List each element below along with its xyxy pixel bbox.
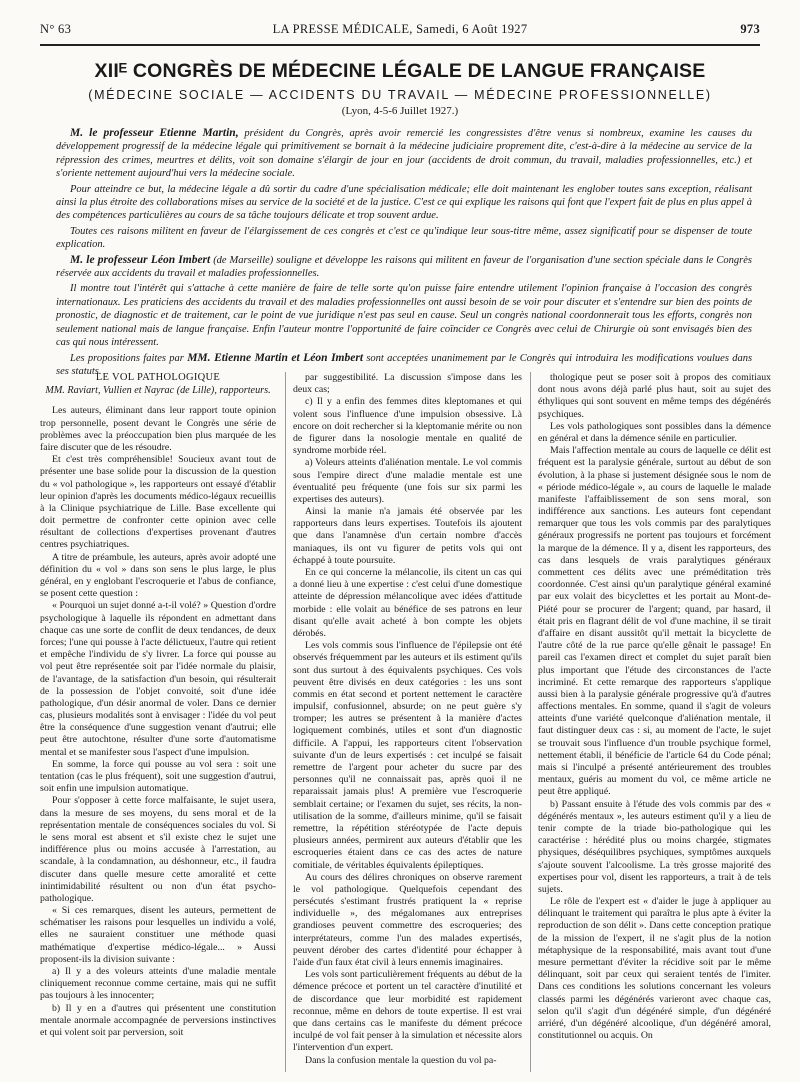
article-paragraph: b) Passant ensuite à l'étude des vols commis par des « dégénérés mentaux », les auteurs estiment qu'il y a lieu de tenir compte de la triade bio-pathologique qui les caractérise : hérédité plus ou moins chargée, stigmates physiques, déséquilibres psychiques, symptômes auxquels s'ajoute souvent l'alcoolisme. La très grosse majorité des expertises pour vol, disent les rapporteurs, a trait à de tels sujets. <box>538 798 771 895</box>
article-paragraph: Pour s'opposer à cette force malfaisante, le sujet usera, dans la mesure de ses moyens, du sens moral et de la représentation mentale de conséquences sociales du vol. Si le sens moral est absent et s'il existe chez le sujet une indifférence plus ou moins accusée à l'arrestation, au scandale, à la condamnation, au déshonneur, etc., il faudra discuter dans quelle mesure cette amoralité et cette inintimidabilité résultent ou non d'un état psycho-pathologique. <box>40 795 276 904</box>
header-rule <box>40 44 760 46</box>
speaker-names: MM. Etienne Martin et Léon Imbert <box>187 351 364 364</box>
article-paragraph: Au cours des délires chroniques on observe rarement le vol pathologique. Quelquefois cependant des persécutés s'estimant frustrés pratiquent la « reprise individuelle », des mégalomanes aux entreprises grandioses peuvent commettre des escroqueries; des interprétateurs, comme l'un des malades expertisés, peuvent dérober des cartes d'identité pour échapper à l'aide d'un faux état civil à leurs ennemis imaginaires. <box>293 871 522 968</box>
running-header <box>40 22 760 38</box>
issue-number: N° 63 <box>40 22 72 36</box>
article-paragraph: « Si ces remarques, disent les auteurs, permettent de schématiser les raisons pour lesquelles un individu a volé, elles ne sauraient constituer une méthode quasi mathématique d'expertise médico-légale... » Aussi proposent-ils la division suivante : <box>40 905 276 965</box>
article-paragraph: a) Il y a des voleurs atteints d'une maladie mentale cliniquement reconnue comme certaine, mais qui ne suffit pas toujours à les innocenter; <box>40 966 276 1002</box>
intro-paragraph: M. le professeur Etienne Martin, président du Congrès, après avoir remercié les congressistes d'être venus si nombreux, examine les causes du développement progressif de la médecine légale qui primitivement se bornait à la médecine judiciaire proprement dite, c'est-à-dire à la médecine au service de la répression des crimes, meurtres et délits, voit son domaine s'élargir de jour en jour (accidents de droit commun, du travail, maladies professionnelles, etc.) et s'oriente nettement aujourd'hui vers la médecine sociale. <box>56 127 753 180</box>
article-paragraph: Les auteurs, éliminant dans leur rapport toute opinion trop personnelle, posent devant le Congrès une série de problèmes avec la préoccupation bien plus marquée de les faire discuter que de les résoudre. <box>40 405 276 453</box>
column-2-body <box>293 372 522 1067</box>
article-paragraph: Les vols commis sous l'influence de l'épilepsie ont été observés fréquemment par les auteurs et ils estiment qu'ils sont dus surtout à des équivalents psychiques. Ces vols peuvent être divisés en deux catégories : les uns sont commis en état second et portent nettement le caractère impulsif, confusionnel, absurde; on ne peut guère s'y tromper; les autres se présentent à la manière d'actes logiquement combinés, utiles et sont d'un diagnostic difficile. A l'appui, les rapporteurs citent l'observation suivante d'un de leurs expertisés : cet inculpé se faisait remettre de l'argent pour acheter du sucre par des personnes qu'il ne connaissait pas, après quoi il ne reparaissait jamais plus! A première vue l'escroquerie semblait certaine; or l'examen du sujet, ses récits, la non-utilisation de la somme, d'ailleurs minime, qu'il se faisait remettre, la répétition stéréotypée de l'acte depuis plusieurs années, permirent aux auteurs d'établir que les escroqueries étaient dans ce cas des actes de nature comitiale, de véritables équivalents épileptiques. <box>293 640 522 871</box>
article-paragraph: Mais l'affection mentale au cours de laquelle ce délit est fréquent est la paralysie générale, surtout au début de son évolution, à la phase si justement désignée sous le nom de « période médico-légale », au cours de laquelle le malade manifeste l'affaiblissement de son sens moral, son indifférence aux sanctions. Les auteurs font cependant remarquer que tous les vols commis par des paralytiques généraux progressifs ne portent pas toujours et forcément la marque de la démence. Il y a, disent les rapporteurs, des cas dans lesquels de vrais paralytiques généraux commettent ces délits avec une préméditation très coordonnée. C'est ainsi qu'un paralytique général examiné par eux volait des bicyclettes et les portait au Mont-de-Piété pour se procurer de l'argent; quand, par hasard, il était pris en flagrant délit de vol d'une machine, il se tirait d'affaire en disant aussitôt qu'il mettait la bicyclette de l'autre côté de la rue parce qu'elle gênait le passage! En pareil cas l'examen direct et complet du sujet paraît bien plus important que l'étude des circonstances de l'acte incriminé. Et cette remarque des rapporteurs s'applique aussi bien à la paralysie générale progressive qu'à d'autres affections mentales. En somme, quand il s'agit de voleurs atteints d'une variété quelconque d'aliénation mentale, il faut distinguer deux cas : si, au moment de l'acte, le sujet se trouvait sous l'influence d'un trouble psychique formel, nettement établi, il bénéficie de l'article 64 du Code pénal; mais si l'inculpé a présenté antérieurement des troubles mentaux, guéris au moment du vol, ce même article ne peut être appliqué. <box>538 445 771 798</box>
congress-dateline: (Lyon, 4-5-6 Juillet 1927.) <box>341 105 459 117</box>
intro-paragraph: Il montre tout l'intérêt qui s'attache à cette manière de faire de telle sorte qu'on puisse faire entendre utilement l'opinion française à l'occasion des congrès internationaux. Les praticiens des accidents du travail et des maladies professionnelles ont aussi besoin de se voir pour discuter et s'entendre sur bien des points de pronostic, de diagnostic et de traitement, car le point de vue juridique n'est pas seul en cause. Seul un congrès national coordonnerait tous les efforts, congrès non seulement national mais de langue française. Enfin l'auteur montre l'opportunité de faire coïncider ce Congrès avec celui de Chirurgie où sont envisagés bien des cas qui nous intéressent. <box>56 283 752 349</box>
article-paragraph: Le rôle de l'expert est « d'aider le juge à appliquer au délinquant le traitement qui paraîtra le plus apte à éviter la reproduction de son délit ». Dans cette conception pratique de la mission de l'expert, il ne s'agit plus de la notion métaphysique de la responsabilité, mais avant tout d'une mesure permettant d'éviter la récidive soit par le même délinquant, soit par ceux qui seraient tentés de l'imiter. Dans ces conditions les solutions concernant les voleurs classés parmi les dégénérés varieront avec chaque cas, selon qu'il s'agit d'un dégénéré simple, d'un dégénéré arriéré, d'un dégénéré alcoolique, d'un dégénéré amoral, constitutionnel ou acquis. On <box>538 896 771 1042</box>
intro-paragraph: Pour atteindre ce but, la médecine légale a dû sortir du cadre d'une spécialisation médicale; elle doit maintenant les englober toutes sans exception, réalisant ainsi la plus étroite des collaborations mises au service de la société et de la justice. C'est ce qui explique les raisons qui font que l'expert fait de plus en plus appel à des compétences particulières au cours de sa tâche toujours délicate et trop souvent ardue. <box>56 183 752 222</box>
column-2 <box>285 372 522 1072</box>
article-paragraph: c) Il y a enfin des femmes dites kleptomanes et qui volent sous l'influence d'une impulsion obsessive. Là encore on doit rechercher si la kleptomanie mérite ou non de figurer dans la nosologie mentale en qualité de syndrome morbide réel. <box>293 396 522 457</box>
section-authors: MM. Raviart, Vullien et Nayrac (de Lille), rapporteurs. <box>45 385 271 397</box>
article-paragraph: Les vols pathologiques sont possibles dans la démence en général et dans la démence sénile en particulier. <box>538 420 771 444</box>
article-paragraph: Les vols sont particulièrement fréquents au début de la démence précoce et portent un tel caractère d'inutilité et de discordance que leur morbidité est rapidement reconnue, même en dehors de toute expertise. Il est vrai que dans certains cas le manifeste du dément précoce inculpé de vol fait penser à la simulation et nécessite alors l'intervention d'un expert. <box>293 969 522 1054</box>
page-number: 973 <box>740 22 760 36</box>
article-paragraph: b) Il y en a d'autres qui présentent une constitution mentale anormale accompagnée de perversions instinctives et qui volent soit par perversion, soit <box>40 1002 276 1038</box>
article-paragraph: a) Voleurs atteints d'aliénation mentale. Le vol commis sous l'empire direct d'une maladie mentale est une éventualité peu fréquente (une fois sur six parmi les expertises des auteurs). <box>293 457 522 505</box>
article-paragraph: En ce qui concerne la mélancolie, ils citent un cas qui a donné lieu à une expertise : c'est celui d'une domestique atteinte de dépression mélancolique avec idées d'attitude morbide : elle volait au bénéfice de ses patrons en leur disant qu'elle avait acheté à bon compte les objets dérobés. <box>293 567 522 639</box>
article-paragraph: Et c'est très compréhensible! Soucieux avant tout de présenter une base solide pour la discussion de la question du « vol pathologique », les rapporteurs ont essayé d'établir leur opinion d'après les documents médico-légaux recueillis à la Clinique psychiatrique de Lille. Base excellente qui doit permettre de confronter cette opinion avec celle résultant de collections d'expertises provenant d'autres centres psychiatriques. <box>40 454 276 551</box>
article-paragraph: Dans la confusion mentale la question du vol pa- <box>305 1054 497 1066</box>
speaker-name: M. le professeur Etienne Martin, <box>70 127 239 139</box>
article-columns <box>40 372 770 1072</box>
journal-title-date: LA PRESSE MÉDICALE, Samedi, 6 Août 1927 <box>272 22 528 36</box>
article-paragraph: A titre de préambule, les auteurs, après avoir adopté une définition du « vol » dans son sens le plus large, le plus général, en y englobant l'escroquerie et l'abus de confiance, se posent cette question : <box>40 551 276 600</box>
article-paragraph: thologique peut se poser soit à propos des comitiaux dont nous avons déjà parlé plus haut, soit au sujet des éthyliques qui sont souvent en même temps des dégénérés psychiques. <box>538 372 771 420</box>
congress-title: XIIᴱ CONGRÈS DE MÉDECINE LÉGALE DE LANGUE FRANÇAISE <box>94 60 706 82</box>
congress-subtitle: (MÉDECINE SOCIALE — ACCIDENTS DU TRAVAIL — MÉDECINE PROFESSIONNELLE) <box>88 88 712 102</box>
section-title: LE VOL PATHOLOGIQUE <box>95 372 221 383</box>
article-paragraph: « Pourquoi un sujet donné a-t-il volé? » Question d'ordre psychologique à laquelle ils répondent en admettant dans chaque cas une sorte de conflit de deux tendances, de deux forces; l'une qui pousse à l'acte délictueux, l'autre qui retient et empêche l'individu de s'y livrer. La force qui pousse au vol peut être représentée soit par l'idée normale du plaisir, de l'avantage, de la satisfaction d'un besoin, qui résulterait de la possession de l'objet convoité, soit d'une idée pathologique, d'un désir anormal de voler. Dans ce dernier cas, plusieurs modalités sont à envisager : l'idée du vol peut être la conséquence d'une suggestion venant d'autrui; elle peut être autochtone, résulter d'une sorte d'automatisme mental et se manifester sous l'aspect d'une impulsion. <box>40 600 276 758</box>
article-paragraph: Ainsi la manie n'a jamais été observée par les rapporteurs dans leurs expertises. Toutefois ils ajoutent que dans l'anamnèse d'un certain nombre d'accès maniaques, ils ont vu figurer de petits vols qui ont échappé à toute poursuite. <box>293 506 522 566</box>
column-3-body <box>538 372 771 1042</box>
column-3 <box>530 372 771 1072</box>
column-1 <box>40 372 276 1072</box>
intro-paragraph: Les propositions faites par MM. Etienne Martin et Léon Imbert sont acceptées unanimement par le Congrès qui introduira les modifications voulues dans ses statuts. <box>56 351 753 377</box>
article-paragraph: par suggestibilité. La discussion s'impose dans les deux cas; <box>293 372 522 396</box>
intro-block <box>56 127 752 380</box>
intro-paragraph: Toutes ces raisons militent en faveur de l'élargissement de ces congrès et c'est ce qu'indique leur sous-titre même, assez significatif pour se dispenser de toute explication. <box>56 225 752 251</box>
speaker-name: M. le professeur Léon Imbert <box>70 253 211 266</box>
column-1-body <box>40 405 276 1039</box>
article-paragraph: En somme, la force qui pousse au vol sera : soit une tentation (cas le plus fréquent), soit une suggestion d'autrui, soit enfin une impulsion automatique. <box>40 758 276 795</box>
intro-paragraph: M. le professeur Léon Imbert (de Marseille) souligne et développe les raisons qui militent en faveur de l'organisation d'une section spéciale dans le Congrès réservée aux accidents du travail et maladies professionnelles. <box>56 253 753 280</box>
